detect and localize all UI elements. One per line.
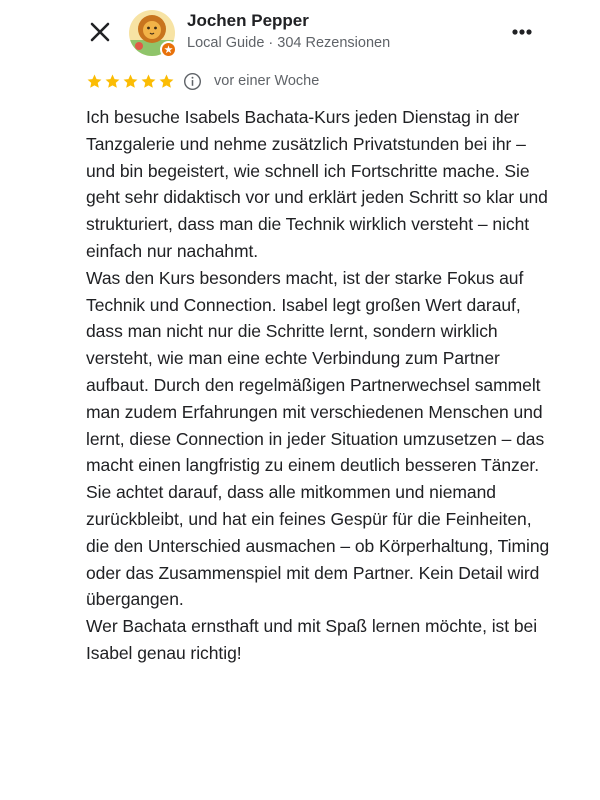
close-button[interactable] xyxy=(86,18,114,46)
rating-row xyxy=(86,70,319,92)
reviewer-meta: Local Guide · 304 Rezensionen xyxy=(187,35,391,51)
close-icon xyxy=(86,18,114,46)
star-icon xyxy=(104,73,121,90)
star-icon xyxy=(140,73,157,90)
star-icon xyxy=(158,73,175,90)
review-text: Ich besuche Isabels Bachata-Kurs jeden Dienstag in der Tanzgalerie und nehme zusätzlich Privatstunden bei ihr – und bin begeistert, wie schnell ich Fortschritte mache. Sie geht sehr didaktisch vor und erklärt jeden Schritt so klar und strukturiert, dass man die Technik wirklich versteht – nicht einfach nur nachahmt. Was den Kurs besonders macht, ist der starke Fokus auf Technik und Connection. Isabel legt großen Wert darauf, dass man nicht nur die Schritte lernt, sondern wirklich versteht, wie man eine echte Verbindung zum Partner aufbaut. Durch den regelmäßigen Partnerwechsel sammelt man zudem Erfahrungen mit verschiedenen Menschen und lernt, diese Connection in jeder Situation umzusetzen – das macht einen langfristig zu einem deutlich besseren Tänzer. Sie achtet darauf, dass alle mitkommen und niemand zurückbleibt, und hat ein feines Gespür für die Feinheiten, die den Unterschied ausmachen – ob Körperhaltung, Timing oder das Zusammenspiel mit dem Partner. Kein Detail wird übergangen. Wer Bachata ernsthaft und mit Spaß lernen möchte, ist bei Isabel genau richtig! xyxy=(86,107,550,663)
reviewer-name[interactable]: Jochen Pepper xyxy=(187,11,309,30)
info-icon[interactable] xyxy=(183,72,202,91)
more-vert-icon xyxy=(507,20,537,44)
star-rating xyxy=(86,73,176,90)
review-date: vor einer Woche xyxy=(214,73,320,89)
more-options-button[interactable] xyxy=(507,20,537,44)
star-icon xyxy=(122,73,139,90)
star-icon xyxy=(86,73,103,90)
reviewer-avatar[interactable] xyxy=(129,10,175,56)
local-guide-badge xyxy=(160,41,177,58)
